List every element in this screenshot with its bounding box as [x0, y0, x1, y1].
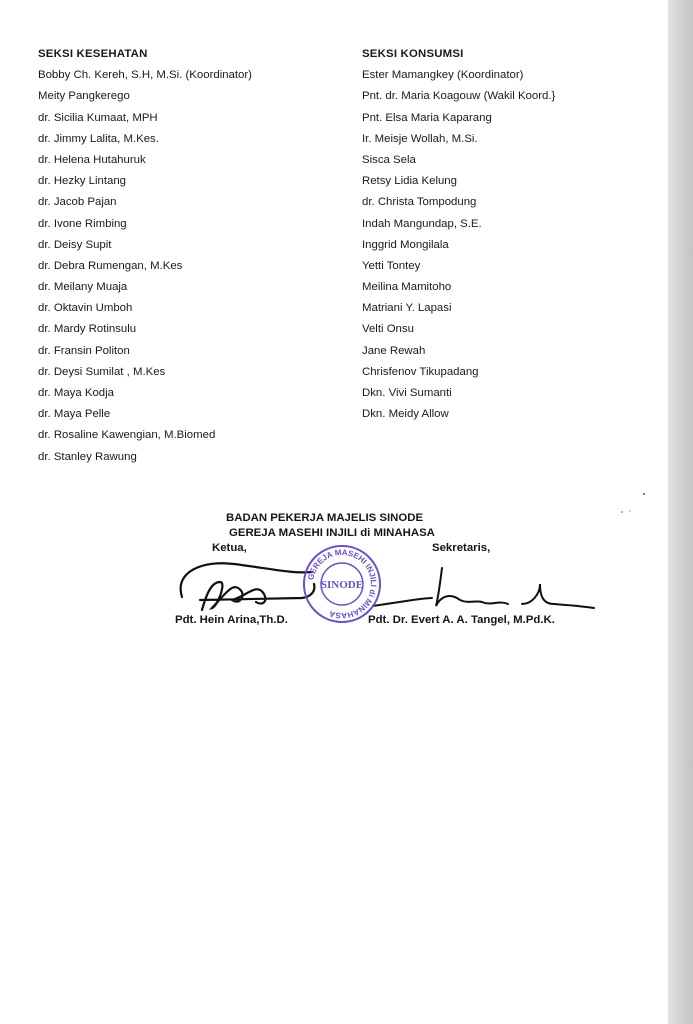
member-name: Dkn. Meidy Allow: [362, 408, 449, 421]
org-line-1: BADAN PEKERJA MAJELIS SINODE: [226, 512, 424, 524]
member-name: dr. Christa Tompodung: [362, 196, 477, 209]
member-name: dr. Fransin Politon: [38, 344, 130, 357]
member-name: dr. Deysi Sumilat , M.Kes: [38, 365, 166, 378]
page-edge-shadow: [668, 0, 693, 1024]
org-line-2: GEREJA MASEHI INJILI di MINAHASA: [229, 527, 435, 539]
member-name: Meilina Mamitoho: [362, 281, 452, 294]
member-name: dr. Maya Kodja: [38, 387, 114, 399]
member-name: Chrisfenov Tikupadang: [362, 365, 479, 378]
stamp-ring-text: GEREJA MASEHI INJILI di MINAHASA: [306, 547, 379, 621]
member-name: Ir. Meisje Wollah, M.Si.: [362, 132, 478, 145]
section-kesehatan-list: [38, 65, 338, 468]
signer-ketua: Pdt. Hein Arina,Th.D.: [175, 614, 288, 626]
member-name: Bobby Ch. Kereh, S.H, M.Si. (Koordinator): [38, 69, 252, 82]
member-name: Retsy Lidia Kelung: [362, 175, 457, 188]
scan-specks: [616, 490, 656, 520]
member-name: Inggrid Mongilala: [362, 238, 449, 251]
member-name: Matriani Y. Lapasi: [362, 302, 452, 315]
member-name: dr. Mardy Rotinsulu: [38, 323, 137, 336]
member-name: Dkn. Vivi Sumanti: [362, 387, 452, 399]
member-name: Sisca Sela: [362, 153, 416, 166]
section-konsumsi-list: [362, 65, 662, 425]
member-name: dr. Maya Pelle: [38, 408, 111, 421]
member-name: dr. Debra Rumengan, M.Kes: [38, 259, 183, 272]
member-name: dr. Meilany Muaja: [38, 281, 128, 294]
member-name: Yetti Tontey: [362, 259, 421, 272]
role-sekretaris: Sekretaris,: [432, 542, 491, 554]
section-konsumsi: [362, 44, 662, 425]
member-name: Ester Mamangkey (Koordinator): [362, 69, 524, 82]
section-kesehatan-title: SEKSI KESEHATAN: [38, 48, 148, 60]
member-name: dr. Jacob Pajan: [38, 196, 117, 209]
member-name: dr. Hezky Lintang: [38, 175, 127, 188]
member-name: dr. Rosaline Kawengian, M.Biomed: [38, 429, 216, 442]
member-name: dr. Oktavin Umboh: [38, 302, 133, 315]
section-konsumsi-title: SEKSI KONSUMSI: [362, 48, 464, 60]
member-name: Meity Pangkerego: [38, 90, 130, 103]
member-name: dr. Sicilia Kumaat, MPH: [38, 111, 158, 124]
member-name: Jane Rewah: [362, 344, 426, 357]
role-ketua: Ketua,: [212, 542, 247, 554]
member-name: dr. Ivone Rimbing: [38, 217, 127, 230]
member-name: dr. Deisy Supit: [38, 238, 112, 251]
member-name: Pnt. dr. Maria Koagouw (Wakil Koord.}: [362, 90, 556, 103]
signer-sekretaris: Pdt. Dr. Evert A. A. Tangel, M.Pd.K.: [368, 614, 555, 626]
stamp-center-text: SINODE: [320, 579, 364, 591]
member-name: Pnt. Elsa Maria Kaparang: [362, 111, 492, 124]
member-name: Velti Onsu: [362, 323, 414, 336]
member-name: dr. Stanley Rawung: [38, 450, 137, 463]
member-name: dr. Jimmy Lalita, M.Kes.: [38, 132, 159, 145]
member-name: Indah Mangundap, S.E.: [362, 217, 482, 230]
section-kesehatan: [38, 44, 338, 468]
member-name: dr. Helena Hutahuruk: [38, 153, 146, 166]
